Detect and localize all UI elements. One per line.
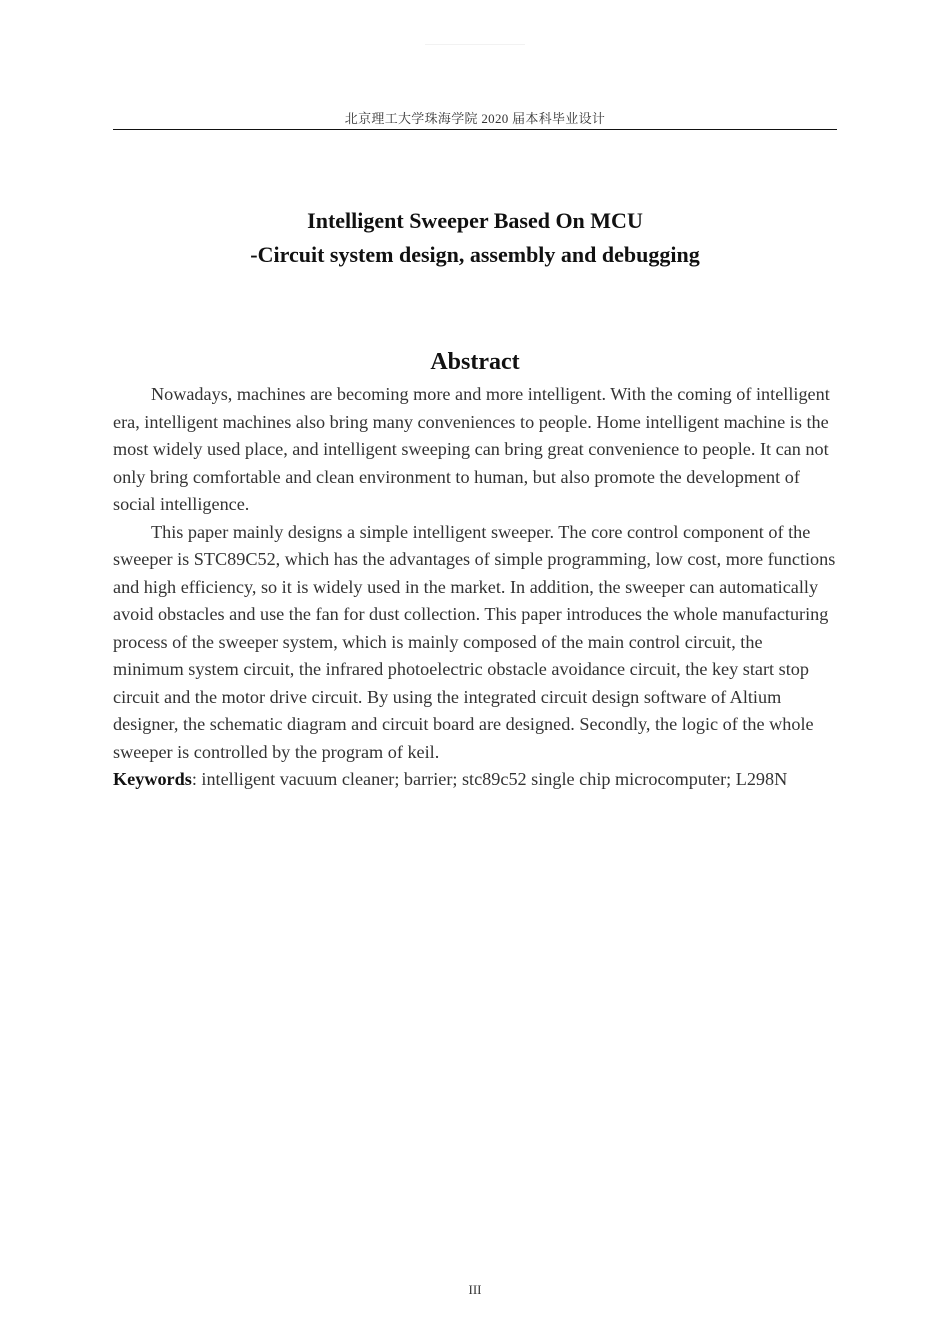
page-number: III	[468, 1282, 482, 1297]
abstract-body	[113, 381, 837, 794]
header-divider	[113, 129, 837, 130]
abstract-paragraph-2: This paper mainly designs a simple intelligent sweeper. The core control component of the sweeper is STC89C52, which has the advantages of simple programming, low cost, more functions and high efficiency, so it is widely used in the market. In addition, the sweeper can automatically avoid obstacles and use the fan for dust collection. This paper introduces the whole manufacturing process of the sweeper system, which is mainly composed of the main control circuit, the minimum system circuit, the infrared photoelectric obstacle avoidance circuit, the key start stop circuit and the motor drive circuit. By using the integrated circuit design software of Altium designer, the schematic diagram and circuit board are designed. Secondly, the logic of the whole sweeper is controlled by the program of keil.	[113, 521, 836, 762]
keywords-text: : intelligent vacuum cleaner; barrier; stc89c52 single chip microcomputer; L298N	[191, 769, 788, 789]
thesis-title	[113, 204, 837, 272]
title-line-2: -Circuit system design, assembly and debugging	[250, 242, 700, 267]
keywords-label: Keywords	[113, 769, 192, 789]
abstract-heading: Abstract	[430, 349, 520, 375]
title-line-1: Intelligent Sweeper Based On MCU	[307, 208, 643, 233]
running-header: 北京理工大学珠海学院 2020 届本科毕业设计	[344, 111, 606, 126]
abstract-paragraph-1: Nowadays, machines are becoming more and more intelligent. With the coming of intelligent era, intelligent machines also bring many conveniences to people. Home intelligent machine is the most widely used place, and intelligent sweeping can bring great convenience to people. It can not only bring comfortable and clean environment to human, but also promote the development of social intelligence.	[113, 384, 830, 514]
keywords-line	[113, 766, 837, 794]
top-margin-mark	[425, 44, 525, 45]
